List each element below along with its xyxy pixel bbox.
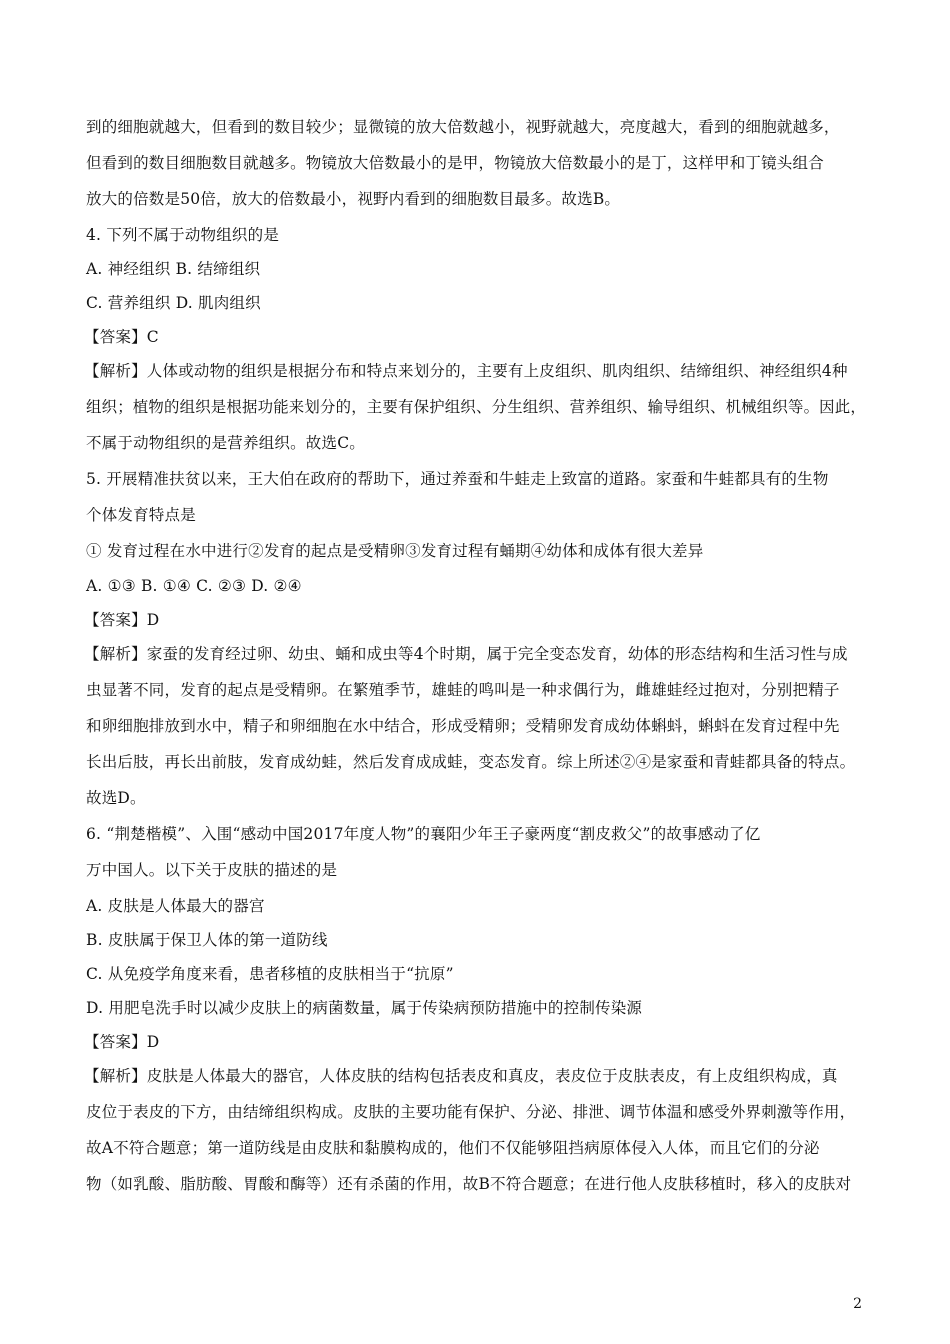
analysis-line: 【解析】人体或动物的组织是根据分布和特点来划分的，主要有上皮组织、肌肉组织、结缔组织、神经组织4种 [84, 362, 848, 380]
options-line: C. 营养组织 D. 肌肉组织 [86, 294, 261, 312]
analysis-line: 组织；植物的组织是根据功能来划分的，主要有保护组织、分生组织、营养组织、输导组织、机械组织等。因此， [86, 398, 866, 416]
answer-label: 【答案】D [84, 1033, 160, 1051]
analysis-line: 故A不符合题意；第一道防线是由皮肤和黏膜构成的，他们不仅能够阻挡病原体侵入人体，而且它们的分泌 [86, 1139, 820, 1157]
text-line: 到的细胞就越大，但看到的数目较少；显微镜的放大倍数越小，视野就越大，亮度越大，看到的细胞就越多， [86, 118, 840, 136]
analysis-line: 【解析】家蚕的发育经过卵、幼虫、蛹和成虫等4个时期，属于完全变态发育，幼体的形态结构和生活习性与成 [84, 645, 848, 663]
text-line: ① 发育过程在水中进行②发育的起点是受精卵③发育过程有蛹期④幼体和成体有很大差异 [86, 542, 704, 560]
option-c: C. 从免疫学角度来看，患者移植的皮肤相当于“抗原” [86, 965, 454, 983]
options-line: A. 神经组织 B. 结缔组织 [86, 260, 261, 278]
page-number: 2 [853, 1296, 862, 1312]
analysis-line: 皮位于表皮的下方，由结缔组织构成。皮肤的主要功能有保护、分泌、排泄、调节体温和感受外界刺激等作用， [86, 1103, 856, 1121]
question-4: 4. 下列不属于动物组织的是 [86, 226, 280, 244]
analysis-line: 故选D。 [86, 789, 146, 807]
text-line: 放大的倍数是50倍，放大的倍数最小，视野内看到的细胞数目最多。故选B。 [86, 190, 621, 208]
option-b: B. 皮肤属于保卫人体的第一道防线 [86, 931, 328, 949]
text-line: 个体发育特点是 [86, 506, 196, 524]
analysis-line: 和卵细胞排放到水中，精子和卵细胞在水中结合，形成受精卵；受精卵发育成幼体蝌蚪，蝌蚪在发育过程中先 [86, 717, 840, 735]
answer-label: 【答案】D [84, 611, 160, 629]
analysis-line: 不属于动物组织的是营养组织。故选C。 [86, 434, 365, 452]
analysis-line: 长出后肢，再长出前肢，发育成幼蛙，然后发育成成蛙，变态发育。综上所述②④是家蚕和青蛙都具备的特点。 [86, 753, 856, 771]
text-line: 万中国人。以下关于皮肤的描述的是 [86, 861, 338, 879]
question-5: 5. 开展精准扶贫以来，王大伯在政府的帮助下，通过养蚕和牛蛙走上致富的道路。家蚕和牛蛙都具有的生物 [86, 470, 829, 488]
question-6: 6. “荆楚楷模”、入围“感动中国2017年度人物”的襄阳少年王子豪两度“割皮救父”的故事感动了亿 [86, 825, 761, 843]
analysis-line: 【解析】皮肤是人体最大的器官，人体皮肤的结构包括表皮和真皮，表皮位于皮肤表皮，有上皮组织构成，真 [84, 1067, 838, 1085]
text-line: 但看到的数目细胞数目就越多。物镜放大倍数最小的是甲，物镜放大倍数最小的是丁，这样甲和丁镜头组合 [86, 154, 824, 172]
analysis-line: 物（如乳酸、脂肪酸、胃酸和酶等）还有杀菌的作用，故B不符合题意；在进行他人皮肤移植时，移入的皮肤对 [86, 1175, 852, 1193]
answer-label: 【答案】C [84, 328, 159, 346]
option-d: D. 用肥皂洗手时以减少皮肤上的病菌数量，属于传染病预防措施中的控制传染源 [86, 999, 643, 1017]
options-line: A. ①③ B. ①④ C. ②③ D. ②④ [86, 577, 302, 595]
option-a: A. 皮肤是人体最大的器宫 [86, 897, 265, 915]
analysis-line: 虫显著不同，发育的起点是受精卵。在繁殖季节，雄蛙的鸣叫是一种求偶行为，雌雄蛙经过抱对，分别把精子 [86, 681, 840, 699]
